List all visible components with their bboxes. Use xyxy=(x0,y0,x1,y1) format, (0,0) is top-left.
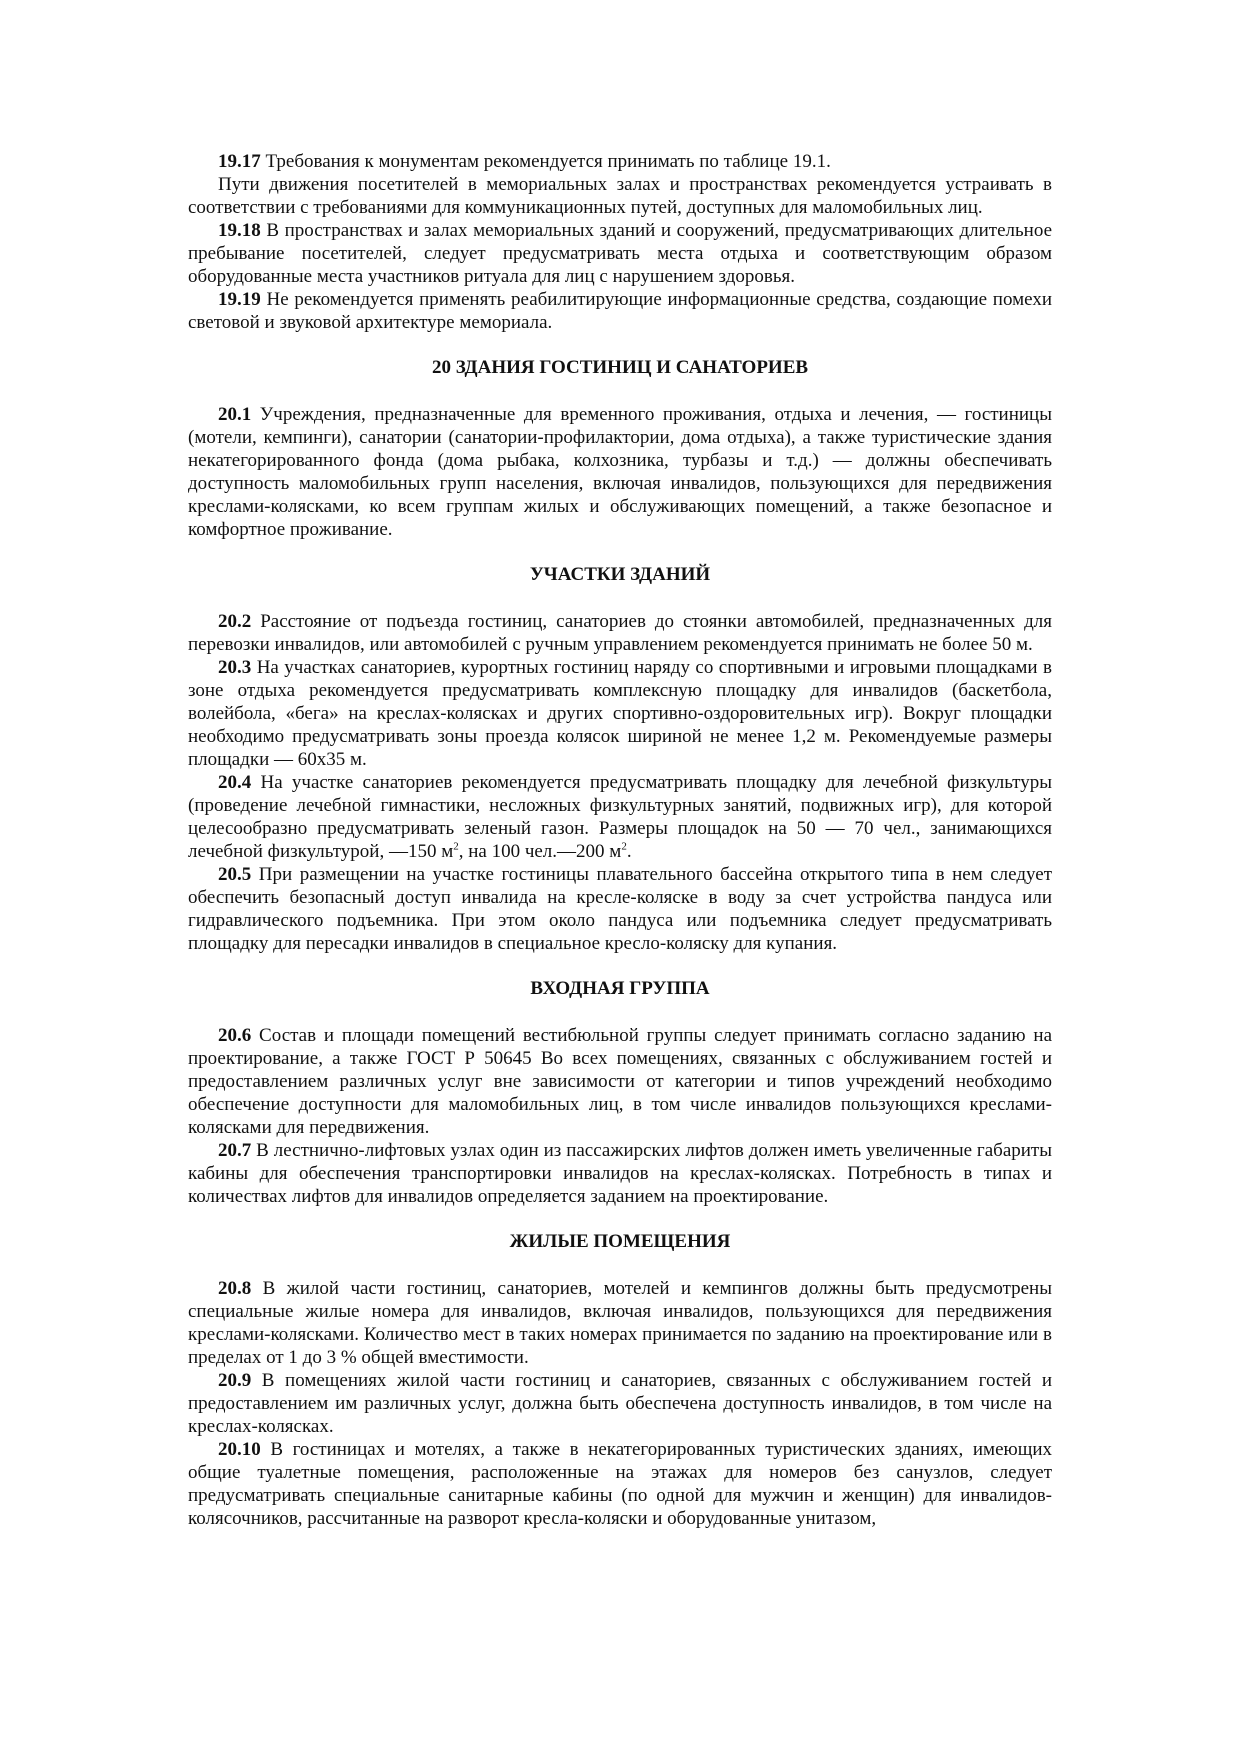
clause-number: 19.17 xyxy=(218,151,261,172)
paragraph-text: На участках санаториев, курортных гостиниц наряду со спортивными и игровыми площадками в зоне отдыха рекомендуется предусматривать комплексную площадку для инвалидов (баскетбола, волейбола, «бега» на креслах-колясках и других спортивно-оздоровительных игр). Вокруг площадки необходимо предусматривать зоны проезда колясок шириной не менее 1,2 м. Рекомендуемые размеры площадки — 60x35 м. xyxy=(188,657,1052,770)
section-heading-20: 20 ЗДАНИЯ ГОСТИНИЦ И САНАТОРИЕВ xyxy=(431,357,809,378)
paragraph-19-17 xyxy=(188,150,1052,173)
paragraph-20-3 xyxy=(188,656,1052,771)
paragraph-20-8 xyxy=(188,1277,1052,1369)
paragraph-text: В лестнично-лифтовых узлах один из пассажирских лифтов должен иметь увеличенные габариты кабины для обеспечения транспортировки инвалидов на креслах-колясках. Потребность в типах и количествах лифтов для инвалидов определяется заданием на проектирование. xyxy=(188,1140,1052,1207)
clause-number: 20.5 xyxy=(218,864,252,885)
paragraph-20-2 xyxy=(188,610,1052,656)
paragraph-text: Расстояние от подъезда гостиниц, санаториев до стоянки автомобилей, предназначенных для перевозки инвалидов, или автомобилей с ручным управлением рекомендуется принимать не более 50 м. xyxy=(188,611,1052,655)
clause-number: 20.8 xyxy=(218,1278,252,1299)
paragraph-19-17-continuation xyxy=(188,173,1052,219)
superscript: 2 xyxy=(621,840,627,853)
paragraph-20-1 xyxy=(188,403,1052,541)
paragraph-text: Пути движения посетителей в мемориальных залах и пространствах рекомендуется устраивать в соответствии с требованиями для коммуникационных путей, доступных для маломобильных лиц. xyxy=(188,174,1052,218)
paragraph-text: . xyxy=(626,841,632,862)
paragraph-20-9 xyxy=(188,1369,1052,1438)
paragraph-20-4 xyxy=(188,771,1052,863)
paragraph-text: В помещениях жилой части гостиниц и санаториев, связанных с обслуживанием гостей и предоставлением им различных услуг, должна быть обеспечена доступность инвалидов, в том числе на креслах-колясках. xyxy=(188,1370,1052,1437)
section-heading-living-rooms: ЖИЛЫЕ ПОМЕЩЕНИЯ xyxy=(509,1231,731,1252)
paragraph-text: При размещении на участке гостиницы плавательного бассейна открытого типа в нем следует обеспечить безопасный доступ инвалида на кресле-коляске в воду за счет устройства пандуса или гидравлического подъемника. При этом около пандуса или подъемника следует предусматривать площадку для пересадки инвалидов в специальное кресло-коляску для купания. xyxy=(188,864,1052,954)
paragraph-text: Состав и площади помещений вестибюльной группы следует принимать согласно заданию на проектирование, а также ГОСТ Р 50645 Во всех помещениях, связанных с обслуживанием гостей и предоставлением различных услуг вне зависимости от категории и типов учреждений необходимо обеспечение доступности для маломобильных лиц, в том числе инвалидов пользующихся креслами-колясками для передвижения. xyxy=(188,1025,1052,1138)
paragraph-text: На участке санаториев рекомендуется предусматривать площадку для лечебной физкультуры (проведение лечебной гимнастики, несложных физкультурных занятий, подвижных игр), для которой целесообразно предусматривать зеленый газон. Размеры площадок на 50 — 70 чел., занимающихся лечебной физкультурой, —150 м xyxy=(188,772,1052,862)
clause-number: 20.3 xyxy=(218,657,252,678)
paragraph-text: Не рекомендуется применять реабилитирующие информационные средства, создающие помехи световой и звуковой архитектуре мемориала. xyxy=(188,289,1052,333)
clause-number: 20.10 xyxy=(218,1439,261,1460)
clause-number: 19.18 xyxy=(218,220,261,241)
paragraph-20-5 xyxy=(188,863,1052,955)
paragraph-text: В пространствах и залах мемориальных зданий и сооружений, предусматривающих длительное пребывание посетителей, следует предусматривать места отдыха и соответствующим образом оборудованные места участников ритуала для лиц с нарушением здоровья. xyxy=(188,220,1052,287)
paragraph-text: Требования к монументам рекомендуется принимать по таблице 19.1. xyxy=(260,151,831,172)
section-heading-entrance-group: ВХОДНАЯ ГРУППА xyxy=(530,978,710,999)
paragraph-text: В гостиницах и мотелях, а также в некатегорированных туристических зданиях, имеющих общие туалетные помещения, расположенные на этажах для номеров без санузлов, следует предусматривать специальные санитарные кабины (по одной для мужчин и женщин) для инвалидов-колясочников, рассчитанные на разворот кресла-коляски и оборудованные унитазом, xyxy=(188,1439,1052,1529)
paragraph-20-10 xyxy=(188,1438,1052,1530)
section-heading-building-sites: УЧАСТКИ ЗДАНИЙ xyxy=(529,564,711,585)
paragraph-19-19 xyxy=(188,288,1052,334)
clause-number: 20.6 xyxy=(218,1025,252,1046)
clause-number: 20.4 xyxy=(218,772,252,793)
paragraph-20-6 xyxy=(188,1024,1052,1139)
paragraph-text: Учреждения, предназначенные для временного проживания, отдыха и лечения, — гостиницы (мотели, кемпинги), санатории (санатории-профилактории, дома отдыха), а также туристические здания некатегорированного фонда (дома рыбака, колхозника, турбазы и т.д.) — должны обеспечивать доступность маломобильных групп населения, включая инвалидов, пользующихся для передвижения креслами-колясками, ко всем группам жилых и обслуживающих помещений, а также безопасное и комфортное проживание. xyxy=(188,404,1052,540)
paragraph-20-7 xyxy=(188,1139,1052,1208)
clause-number: 19.19 xyxy=(218,289,261,310)
clause-number: 20.1 xyxy=(218,404,252,425)
superscript: 2 xyxy=(453,840,459,853)
document-page xyxy=(188,150,1052,1530)
paragraph-text: , на 100 чел.—200 м xyxy=(458,841,622,862)
clause-number: 20.9 xyxy=(218,1370,252,1391)
paragraph-text: В жилой части гостиниц, санаториев, мотелей и кемпингов должны быть предусмотрены специальные жилые номера для инвалидов, включая инвалидов, пользующихся для передвижения креслами-колясками. Количество мест в таких номерах принимается по заданию на проектирование или в пределах от 1 до 3 % общей вместимости. xyxy=(188,1278,1052,1368)
clause-number: 20.2 xyxy=(218,611,252,632)
clause-number: 20.7 xyxy=(218,1140,252,1161)
paragraph-19-18 xyxy=(188,219,1052,288)
